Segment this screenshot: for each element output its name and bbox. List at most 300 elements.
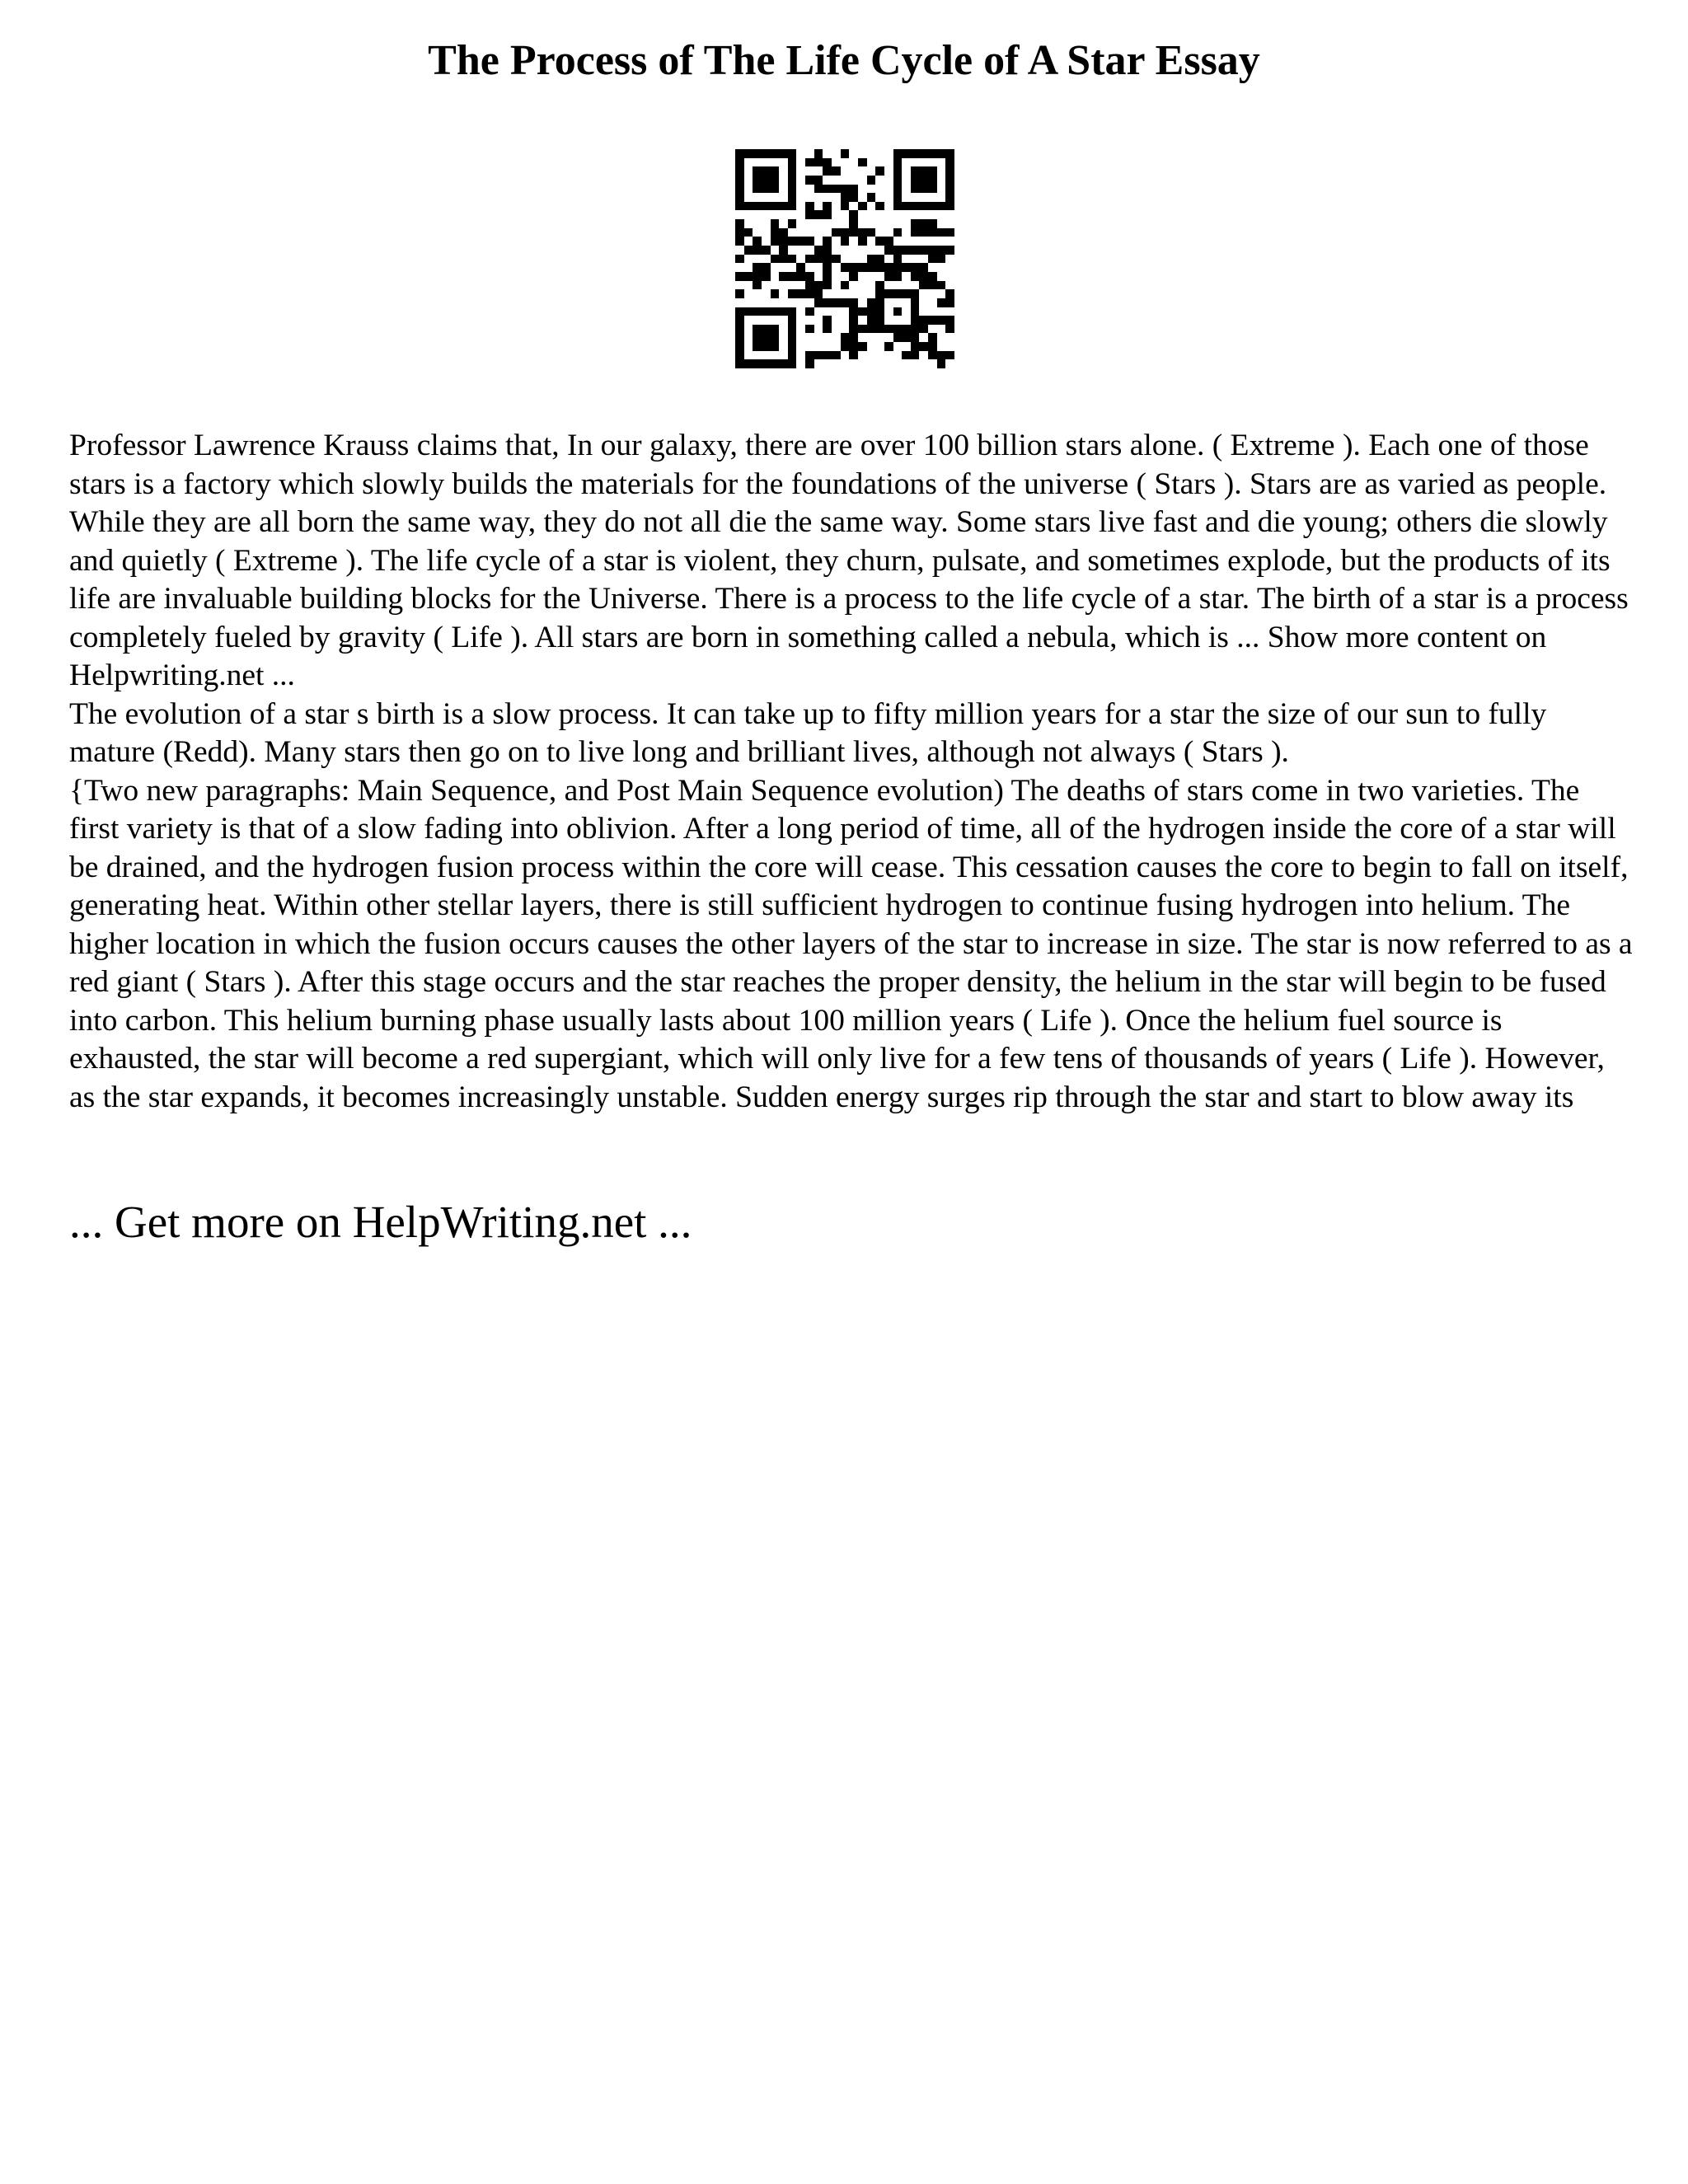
qr-module bbox=[858, 351, 867, 360]
qr-module bbox=[867, 255, 876, 264]
qr-module bbox=[893, 246, 903, 255]
qr-module bbox=[796, 185, 805, 194]
qr-module bbox=[771, 359, 780, 368]
qr-module bbox=[796, 149, 805, 158]
qr-module bbox=[928, 307, 937, 316]
qr-module bbox=[788, 255, 797, 264]
qr-module bbox=[867, 359, 876, 368]
qr-module bbox=[805, 255, 814, 264]
qr-module bbox=[867, 219, 876, 228]
qr-module bbox=[796, 281, 805, 290]
qr-module bbox=[735, 176, 744, 185]
qr-module bbox=[919, 307, 928, 316]
qr-module bbox=[814, 166, 823, 176]
qr-module bbox=[928, 166, 937, 176]
qr-module bbox=[911, 263, 920, 272]
qr-module bbox=[796, 316, 805, 325]
qr-module bbox=[753, 333, 762, 342]
qr-module bbox=[744, 193, 753, 202]
qr-module bbox=[832, 298, 841, 307]
qr-module bbox=[762, 342, 771, 351]
qr-module bbox=[849, 359, 858, 368]
qr-module bbox=[928, 228, 937, 237]
qr-module bbox=[779, 166, 788, 176]
qr-module bbox=[823, 281, 832, 290]
qr-module bbox=[875, 281, 884, 290]
qr-module bbox=[858, 210, 867, 219]
qr-module bbox=[753, 237, 762, 246]
qr-module bbox=[919, 202, 928, 211]
qr-module bbox=[893, 359, 903, 368]
qr-module bbox=[858, 158, 867, 167]
qr-module bbox=[841, 281, 850, 290]
qr-module bbox=[796, 342, 805, 351]
qr-module bbox=[849, 289, 858, 298]
qr-module bbox=[753, 202, 762, 211]
qr-module bbox=[779, 228, 788, 237]
qr-module bbox=[902, 228, 911, 237]
qr-module bbox=[867, 281, 876, 290]
qr-module bbox=[911, 325, 920, 334]
qr-module bbox=[771, 333, 780, 342]
qr-module bbox=[884, 185, 893, 194]
qr-module bbox=[875, 219, 884, 228]
qr-module bbox=[805, 281, 814, 290]
qr-module bbox=[771, 237, 780, 246]
qr-module bbox=[832, 255, 841, 264]
qr-module bbox=[893, 316, 903, 325]
get-more-link[interactable]: ... Get more on HelpWriting.net ... bbox=[69, 1197, 692, 1247]
qr-module bbox=[867, 166, 876, 176]
qr-module bbox=[735, 158, 744, 167]
qr-module bbox=[875, 333, 884, 342]
qr-module bbox=[893, 176, 903, 185]
qr-module bbox=[805, 298, 814, 307]
qr-module bbox=[823, 202, 832, 211]
qr-module bbox=[762, 298, 771, 307]
qr-module bbox=[832, 185, 841, 194]
qr-module bbox=[832, 263, 841, 272]
qr-module bbox=[849, 185, 858, 194]
qr-module bbox=[832, 272, 841, 281]
qr-module bbox=[928, 342, 937, 351]
qr-module bbox=[771, 176, 780, 185]
qr-module bbox=[841, 210, 850, 219]
qr-module bbox=[744, 325, 753, 334]
qr-module bbox=[841, 289, 850, 298]
qr-module bbox=[928, 351, 937, 360]
qr-module bbox=[744, 289, 753, 298]
qr-module bbox=[911, 210, 920, 219]
qr-module bbox=[841, 316, 850, 325]
qr-module bbox=[735, 342, 744, 351]
qr-module bbox=[919, 289, 928, 298]
qr-module bbox=[796, 246, 805, 255]
qr-module bbox=[788, 176, 797, 185]
qr-module bbox=[814, 176, 823, 185]
qr-module bbox=[867, 325, 876, 334]
qr-module bbox=[875, 342, 884, 351]
qr-module bbox=[779, 202, 788, 211]
qr-module bbox=[902, 202, 911, 211]
qr-module bbox=[823, 325, 832, 334]
qr-module bbox=[884, 255, 893, 264]
qr-module bbox=[937, 255, 946, 264]
qr-module bbox=[858, 307, 867, 316]
qr-module bbox=[735, 228, 744, 237]
qr-module bbox=[771, 185, 780, 194]
qr-module bbox=[805, 351, 814, 360]
qr-module bbox=[849, 237, 858, 246]
qr-module bbox=[788, 307, 797, 316]
qr-module bbox=[884, 351, 893, 360]
qr-module bbox=[841, 298, 850, 307]
qr-module bbox=[753, 185, 762, 194]
qr-module bbox=[814, 289, 823, 298]
qr-module bbox=[805, 149, 814, 158]
qr-module bbox=[796, 219, 805, 228]
qr-module bbox=[823, 298, 832, 307]
qr-module bbox=[823, 185, 832, 194]
qr-module bbox=[762, 149, 771, 158]
qr-module bbox=[762, 210, 771, 219]
qr-module bbox=[937, 237, 946, 246]
qr-module bbox=[884, 210, 893, 219]
qr-module bbox=[911, 219, 920, 228]
qr-module bbox=[928, 185, 937, 194]
qr-module bbox=[841, 359, 850, 368]
qr-module bbox=[884, 281, 893, 290]
qr-module bbox=[902, 325, 911, 334]
qr-module bbox=[902, 246, 911, 255]
qr-module bbox=[928, 255, 937, 264]
qr-module bbox=[858, 316, 867, 325]
qr-module bbox=[937, 281, 946, 290]
qr-module bbox=[832, 176, 841, 185]
qr-module bbox=[841, 158, 850, 167]
qr-module bbox=[796, 193, 805, 202]
qr-module bbox=[893, 193, 903, 202]
qr-module bbox=[928, 202, 937, 211]
qr-module bbox=[893, 298, 903, 307]
qr-module bbox=[902, 219, 911, 228]
qr-module bbox=[937, 193, 946, 202]
qr-module bbox=[779, 351, 788, 360]
qr-module bbox=[945, 255, 954, 264]
qr-module bbox=[841, 185, 850, 194]
qr-module bbox=[867, 263, 876, 272]
qr-module bbox=[841, 351, 850, 360]
qr-module bbox=[805, 185, 814, 194]
qr-module bbox=[753, 149, 762, 158]
qr-module bbox=[849, 325, 858, 334]
qr-module bbox=[753, 228, 762, 237]
qr-module bbox=[893, 166, 903, 176]
qr-module bbox=[805, 272, 814, 281]
qr-module bbox=[744, 281, 753, 290]
qr-module bbox=[875, 255, 884, 264]
qr-module bbox=[779, 237, 788, 246]
qr-module bbox=[858, 228, 867, 237]
qr-module bbox=[902, 289, 911, 298]
qr-module bbox=[884, 219, 893, 228]
qr-module bbox=[875, 359, 884, 368]
qr-module bbox=[753, 272, 762, 281]
qr-module bbox=[744, 219, 753, 228]
qr-module bbox=[753, 351, 762, 360]
qr-module bbox=[823, 193, 832, 202]
qr-module bbox=[841, 149, 850, 158]
qr-module bbox=[823, 219, 832, 228]
qr-module bbox=[735, 210, 744, 219]
qr-module bbox=[945, 210, 954, 219]
qr-module bbox=[884, 228, 893, 237]
qr-module bbox=[771, 149, 780, 158]
qr-module bbox=[841, 219, 850, 228]
qr-module bbox=[867, 333, 876, 342]
qr-module bbox=[805, 210, 814, 219]
qr-module bbox=[884, 237, 893, 246]
qr-module bbox=[823, 255, 832, 264]
qr-module bbox=[875, 210, 884, 219]
qr-module bbox=[849, 176, 858, 185]
qr-module bbox=[911, 185, 920, 194]
qr-module bbox=[902, 185, 911, 194]
qr-module bbox=[867, 176, 876, 185]
qr-module bbox=[744, 149, 753, 158]
qr-module bbox=[858, 185, 867, 194]
qr-module bbox=[928, 210, 937, 219]
qr-module bbox=[919, 185, 928, 194]
qr-module bbox=[867, 307, 876, 316]
qr-module bbox=[744, 210, 753, 219]
qr-module bbox=[753, 219, 762, 228]
qr-module bbox=[884, 298, 893, 307]
qr-module bbox=[735, 351, 744, 360]
qr-module bbox=[762, 202, 771, 211]
qr-module bbox=[945, 307, 954, 316]
qr-module bbox=[805, 237, 814, 246]
qr-module bbox=[937, 359, 946, 368]
paragraph: {Two new paragraphs: Main Sequence, and Post Main Sequence evolution) The deaths of stars come in two varieties. The first variety is that of a slow fading into oblivion. After a long period of time, all of the hydrogen inside the core of a star will be drained, and the hydrogen fusion process within the core will cease. This cessation causes the core to begin to fall on itself, generating heat. Within other stellar layers, there is still sufficient hydrogen to continue fusing hydrogen into helium. The higher location in which the fusion occurs causes the other layers of the star to increase in size. The star is now referred to as a red giant ( Stars ). After this stage occurs and the star reaches the proper density, the helium in the star will begin to be fused into carbon. This helium burning phase usually lasts about 100 million years ( Life ). Once the helium fuel source is exhausted, the star will become a red supergiant, which will only live for a few tens of thousands of years ( Life ). However, as the star expands, it becomes increasingly unstable. Sudden energy surges rip through the star and start to blow away its bbox=[69, 773, 1633, 1114]
qr-module bbox=[911, 272, 920, 281]
qr-module bbox=[911, 359, 920, 368]
qr-module bbox=[902, 149, 911, 158]
qr-module bbox=[849, 219, 858, 228]
qr-module bbox=[796, 307, 805, 316]
qr-module bbox=[788, 281, 797, 290]
qr-module bbox=[858, 272, 867, 281]
qr-module bbox=[875, 193, 884, 202]
qr-module bbox=[858, 255, 867, 264]
qr-module bbox=[902, 158, 911, 167]
qr-module bbox=[788, 210, 797, 219]
qr-module bbox=[753, 263, 762, 272]
qr-module bbox=[849, 228, 858, 237]
qr-module bbox=[902, 255, 911, 264]
qr-module bbox=[893, 237, 903, 246]
qr-module bbox=[735, 263, 744, 272]
qr-module bbox=[893, 333, 903, 342]
qr-module bbox=[823, 210, 832, 219]
qr-module bbox=[832, 193, 841, 202]
qr-module bbox=[779, 149, 788, 158]
qr-module bbox=[779, 219, 788, 228]
qr-module bbox=[928, 176, 937, 185]
qr-module bbox=[753, 193, 762, 202]
qr-module bbox=[911, 351, 920, 360]
qr-module bbox=[884, 202, 893, 211]
qr-module bbox=[945, 316, 954, 325]
qr-module bbox=[744, 166, 753, 176]
qr-module bbox=[779, 342, 788, 351]
qr-module bbox=[753, 281, 762, 290]
qr-module bbox=[884, 342, 893, 351]
qr-module bbox=[744, 307, 753, 316]
qr-module bbox=[841, 342, 850, 351]
qr-module bbox=[928, 158, 937, 167]
qr-module bbox=[788, 166, 797, 176]
qr-module bbox=[945, 333, 954, 342]
qr-module bbox=[902, 316, 911, 325]
qr-module bbox=[919, 316, 928, 325]
qr-module bbox=[788, 219, 797, 228]
qr-module bbox=[884, 333, 893, 342]
qr-module bbox=[771, 158, 780, 167]
qr-module bbox=[814, 185, 823, 194]
qr-module bbox=[771, 228, 780, 237]
qr-module bbox=[823, 228, 832, 237]
qr-module bbox=[762, 166, 771, 176]
qr-module bbox=[945, 351, 954, 360]
qr-module bbox=[744, 298, 753, 307]
qr-module bbox=[893, 307, 903, 316]
qr-module bbox=[832, 289, 841, 298]
qr-module bbox=[814, 298, 823, 307]
qr-module bbox=[762, 281, 771, 290]
qr-module bbox=[744, 228, 753, 237]
qr-module bbox=[945, 176, 954, 185]
qr-module bbox=[762, 325, 771, 334]
qr-module bbox=[796, 272, 805, 281]
qr-module bbox=[858, 263, 867, 272]
qr-module bbox=[902, 263, 911, 272]
qr-module bbox=[875, 263, 884, 272]
qr-module bbox=[919, 210, 928, 219]
qr-module bbox=[788, 202, 797, 211]
qr-module bbox=[814, 325, 823, 334]
qr-module bbox=[832, 281, 841, 290]
qr-module bbox=[841, 176, 850, 185]
qr-module bbox=[762, 219, 771, 228]
qr-module bbox=[875, 237, 884, 246]
qr-module bbox=[875, 185, 884, 194]
qr-module bbox=[796, 166, 805, 176]
qr-module bbox=[814, 255, 823, 264]
qr-module bbox=[884, 176, 893, 185]
qr-module bbox=[744, 342, 753, 351]
qr-module bbox=[779, 176, 788, 185]
qr-module bbox=[875, 298, 884, 307]
qr-module bbox=[875, 202, 884, 211]
qr-module bbox=[858, 342, 867, 351]
qr-module bbox=[867, 193, 876, 202]
qr-module bbox=[893, 325, 903, 334]
qr-module bbox=[788, 185, 797, 194]
qr-module bbox=[867, 246, 876, 255]
qr-module bbox=[823, 342, 832, 351]
qr-module bbox=[858, 333, 867, 342]
qr-module bbox=[849, 149, 858, 158]
qr-module bbox=[849, 298, 858, 307]
qr-module bbox=[823, 158, 832, 167]
qr-module bbox=[875, 307, 884, 316]
qr-module bbox=[805, 325, 814, 334]
qr-module bbox=[937, 202, 946, 211]
qr-module bbox=[937, 246, 946, 255]
qr-module bbox=[928, 246, 937, 255]
qr-module bbox=[805, 289, 814, 298]
qr-module bbox=[796, 255, 805, 264]
qr-module bbox=[911, 166, 920, 176]
qr-module bbox=[902, 298, 911, 307]
qr-module bbox=[875, 149, 884, 158]
qr-module bbox=[771, 289, 780, 298]
qr-module bbox=[911, 193, 920, 202]
qr-module bbox=[823, 263, 832, 272]
qr-module bbox=[796, 351, 805, 360]
qr-module bbox=[762, 272, 771, 281]
qr-module bbox=[753, 176, 762, 185]
qr-module bbox=[945, 263, 954, 272]
qr-module bbox=[814, 237, 823, 246]
qr-module bbox=[884, 289, 893, 298]
qr-module bbox=[937, 158, 946, 167]
qr-module bbox=[788, 333, 797, 342]
qr-module bbox=[849, 281, 858, 290]
qr-module bbox=[867, 158, 876, 167]
qr-module bbox=[735, 272, 744, 281]
qr-module bbox=[779, 185, 788, 194]
qr-module bbox=[788, 149, 797, 158]
qr-module bbox=[744, 237, 753, 246]
qr-module bbox=[945, 246, 954, 255]
qr-module bbox=[788, 158, 797, 167]
qr-module bbox=[771, 298, 780, 307]
qr-module bbox=[875, 228, 884, 237]
qr-module bbox=[841, 228, 850, 237]
qr-module bbox=[893, 210, 903, 219]
qr-module bbox=[779, 298, 788, 307]
qr-module bbox=[919, 263, 928, 272]
qr-module bbox=[902, 237, 911, 246]
qr-module bbox=[849, 272, 858, 281]
qr-module bbox=[823, 316, 832, 325]
qr-module bbox=[779, 316, 788, 325]
qr-module bbox=[762, 289, 771, 298]
qr-module bbox=[771, 193, 780, 202]
qr-module bbox=[832, 149, 841, 158]
qr-module bbox=[945, 149, 954, 158]
qr-module bbox=[928, 193, 937, 202]
qr-module bbox=[771, 246, 780, 255]
qr-module bbox=[858, 193, 867, 202]
qr-module bbox=[911, 298, 920, 307]
qr-module bbox=[814, 246, 823, 255]
qr-module bbox=[805, 307, 814, 316]
qr-module bbox=[937, 298, 946, 307]
qr-module bbox=[832, 219, 841, 228]
